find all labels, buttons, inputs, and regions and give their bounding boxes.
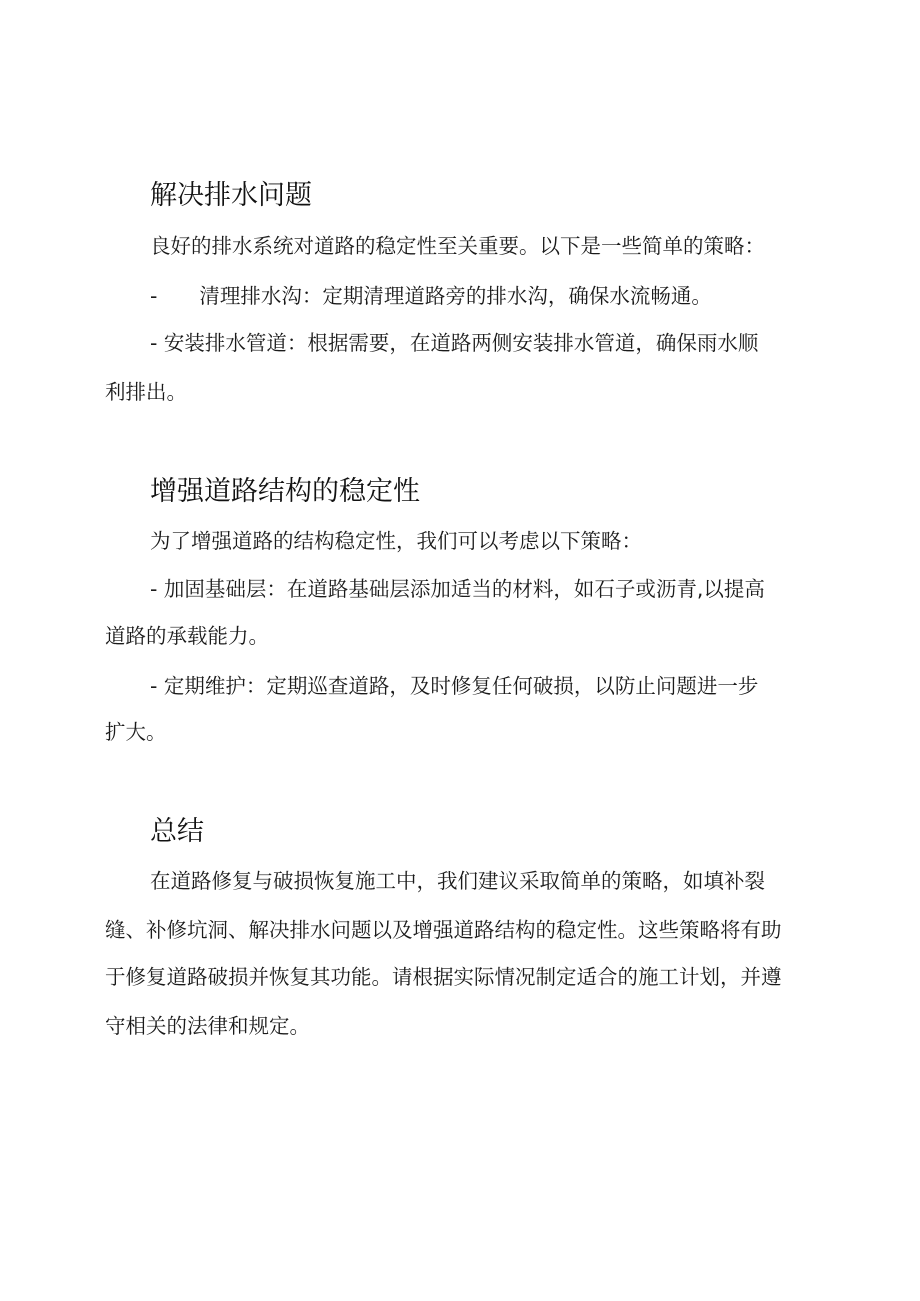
list-item-line: 道路的承载能力。 (105, 624, 269, 648)
section-heading: 增强道路结构的稳定性 (150, 476, 420, 507)
paragraph-line: 于修复道路破损并恢复其功能。请根据实际情况制定适合的施工计划，并遵 (105, 965, 782, 989)
list-item (150, 282, 712, 310)
section-intro: 为了增强道路的结构稳定性，我们可以考虑以下策略： (150, 529, 642, 553)
paragraph-line: 守相关的法律和规定。 (105, 1014, 310, 1038)
section-heading: 总结 (150, 816, 204, 847)
list-item-line: - 安装排水管道：根据需要，在道路两侧安装排水管道，确保雨水顺 (150, 331, 759, 355)
section-intro: 良好的排水系统对道路的稳定性至关重要。以下是一些简单的策略： (150, 234, 765, 258)
list-item-line: - 定期维护：定期巡查道路，及时修复任何破损，以防止问题进一步 (150, 674, 759, 698)
list-item-line: 利排出。 (105, 380, 187, 404)
list-item-text: 清理排水沟：定期清理道路旁的排水沟，确保水流畅通。 (199, 284, 712, 308)
paragraph-line: 缝、补修坑洞、解决排水问题以及增强道路结构的稳定性。这些策略将有助 (105, 918, 782, 942)
list-bullet: - (150, 284, 158, 308)
section-heading: 解决排水问题 (150, 180, 312, 211)
list-item-line: - 加固基础层：在道路基础层添加适当的材料，如石子或沥青,以提高 (150, 577, 765, 601)
list-item-line: 扩大。 (105, 720, 167, 744)
paragraph-line: 在道路修复与破损恢复施工中，我们建议采取简单的策略，如填补裂 (150, 869, 765, 893)
